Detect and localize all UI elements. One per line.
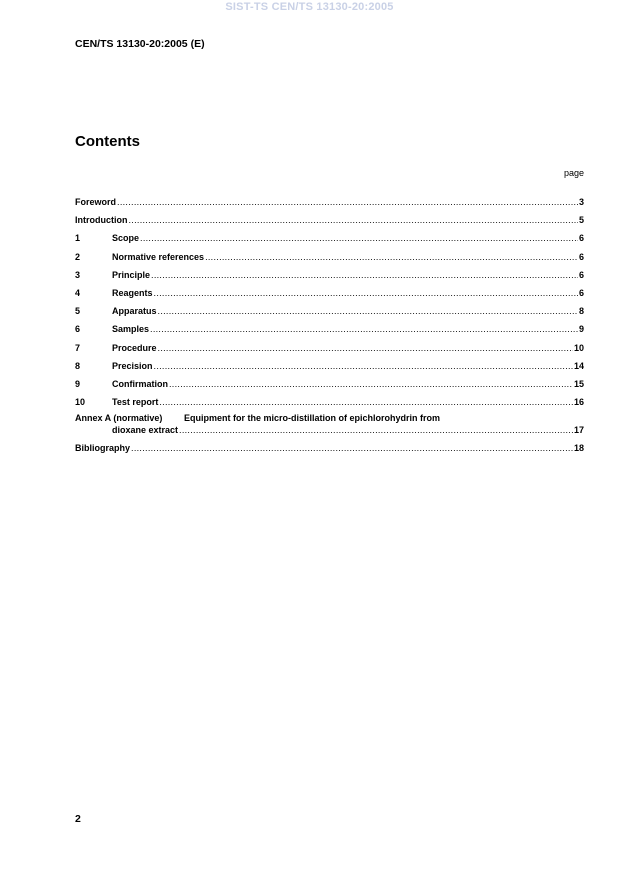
toc-entry-foreword[interactable] [75,197,584,215]
toc-entry-scope[interactable] [75,233,584,251]
toc-entry-label: Precision [112,360,153,371]
toc-entry-page: 3 [578,197,584,207]
toc-entry-confirmation[interactable] [75,379,584,397]
toc-entry-number: 7 [75,342,81,353]
toc-entry-number: 10 [75,397,86,408]
toc-entry-number: 8 [75,360,81,371]
dot-leader [117,197,578,207]
toc-entry-number: 2 [75,251,81,262]
footer-page-number: 2 [75,813,81,825]
toc-entry-page: 6 [578,269,584,280]
toc-entry-label: Test report [112,397,159,408]
dot-leader [150,324,578,334]
toc-entry-page: 6 [578,233,584,244]
toc-entry-label: Principle [112,269,151,280]
annex-title-part-1: Equipment for the micro-distillation of epichlorohydrin from [184,413,441,424]
dot-leader [159,397,573,407]
annex-title-part-2: dioxane extract [112,425,179,436]
toc-entry-number: 3 [75,269,81,280]
toc-entry-procedure[interactable] [75,343,584,361]
annex-title-line-1 [75,413,584,425]
table-of-contents [75,197,584,461]
toc-entry-page: 9 [578,324,584,335]
dot-leader [169,379,573,389]
toc-entry-page: 6 [578,287,584,298]
toc-entry-label: Bibliography [75,443,131,454]
toc-entry-label: Normative references [112,251,205,262]
toc-entry-introduction[interactable] [75,215,584,233]
dot-leader [205,252,578,262]
dot-leader [140,233,578,243]
toc-entry-label: Samples [112,324,150,335]
toc-entry-label: Introduction [75,215,128,226]
dot-leader [129,215,578,225]
dot-leader [151,270,578,280]
page-title: Contents [75,133,140,150]
toc-entry-label: Foreword [75,197,117,207]
toc-entry-label: Procedure [112,342,157,353]
toc-entry-label: Apparatus [112,306,157,317]
toc-entry-label: Confirmation [112,378,168,389]
toc-entry-apparatus[interactable] [75,306,584,324]
page-column-label: page [563,168,584,178]
toc-entry-page: 5 [578,215,584,226]
dot-leader [158,306,578,316]
dot-leader [131,443,573,453]
dot-leader [179,425,573,435]
toc-entry-bibliography[interactable] [75,443,584,461]
toc-entry-page: 6 [578,251,584,262]
annex-title-line-2 [75,425,584,439]
toc-entry-page: 15 [573,378,584,389]
toc-entry-page: 18 [573,443,584,454]
toc-entry-page: 10 [573,342,584,353]
toc-entry-principle[interactable] [75,270,584,288]
toc-entry-page: 17 [573,425,584,436]
watermark-text: SIST-TS CEN/TS 13130-20:2005 [225,1,394,13]
toc-entry-precision[interactable] [75,361,584,379]
toc-entry-number: 5 [75,306,81,317]
toc-entry-reagents[interactable] [75,288,584,306]
document-id-header: CEN/TS 13130-20:2005 (E) [75,38,205,50]
toc-entry-number: 9 [75,378,81,389]
dot-leader [154,361,573,371]
toc-entry-samples[interactable] [75,324,584,342]
toc-entry-number: 6 [75,324,81,335]
toc-entry-annex-a[interactable] [75,413,584,439]
toc-entry-label: Reagents [112,287,153,298]
toc-entry-page: 16 [573,397,584,408]
annex-prefix: Annex A (normative) [75,413,163,424]
toc-entry-normative-references[interactable] [75,252,584,270]
toc-entry-page: 14 [573,360,584,371]
dot-leader [158,343,573,353]
toc-entry-page: 8 [578,306,584,317]
toc-entry-number: 4 [75,287,81,298]
toc-entry-label: Scope [112,233,140,244]
toc-entry-number: 1 [75,233,81,244]
dot-leader [154,288,578,298]
